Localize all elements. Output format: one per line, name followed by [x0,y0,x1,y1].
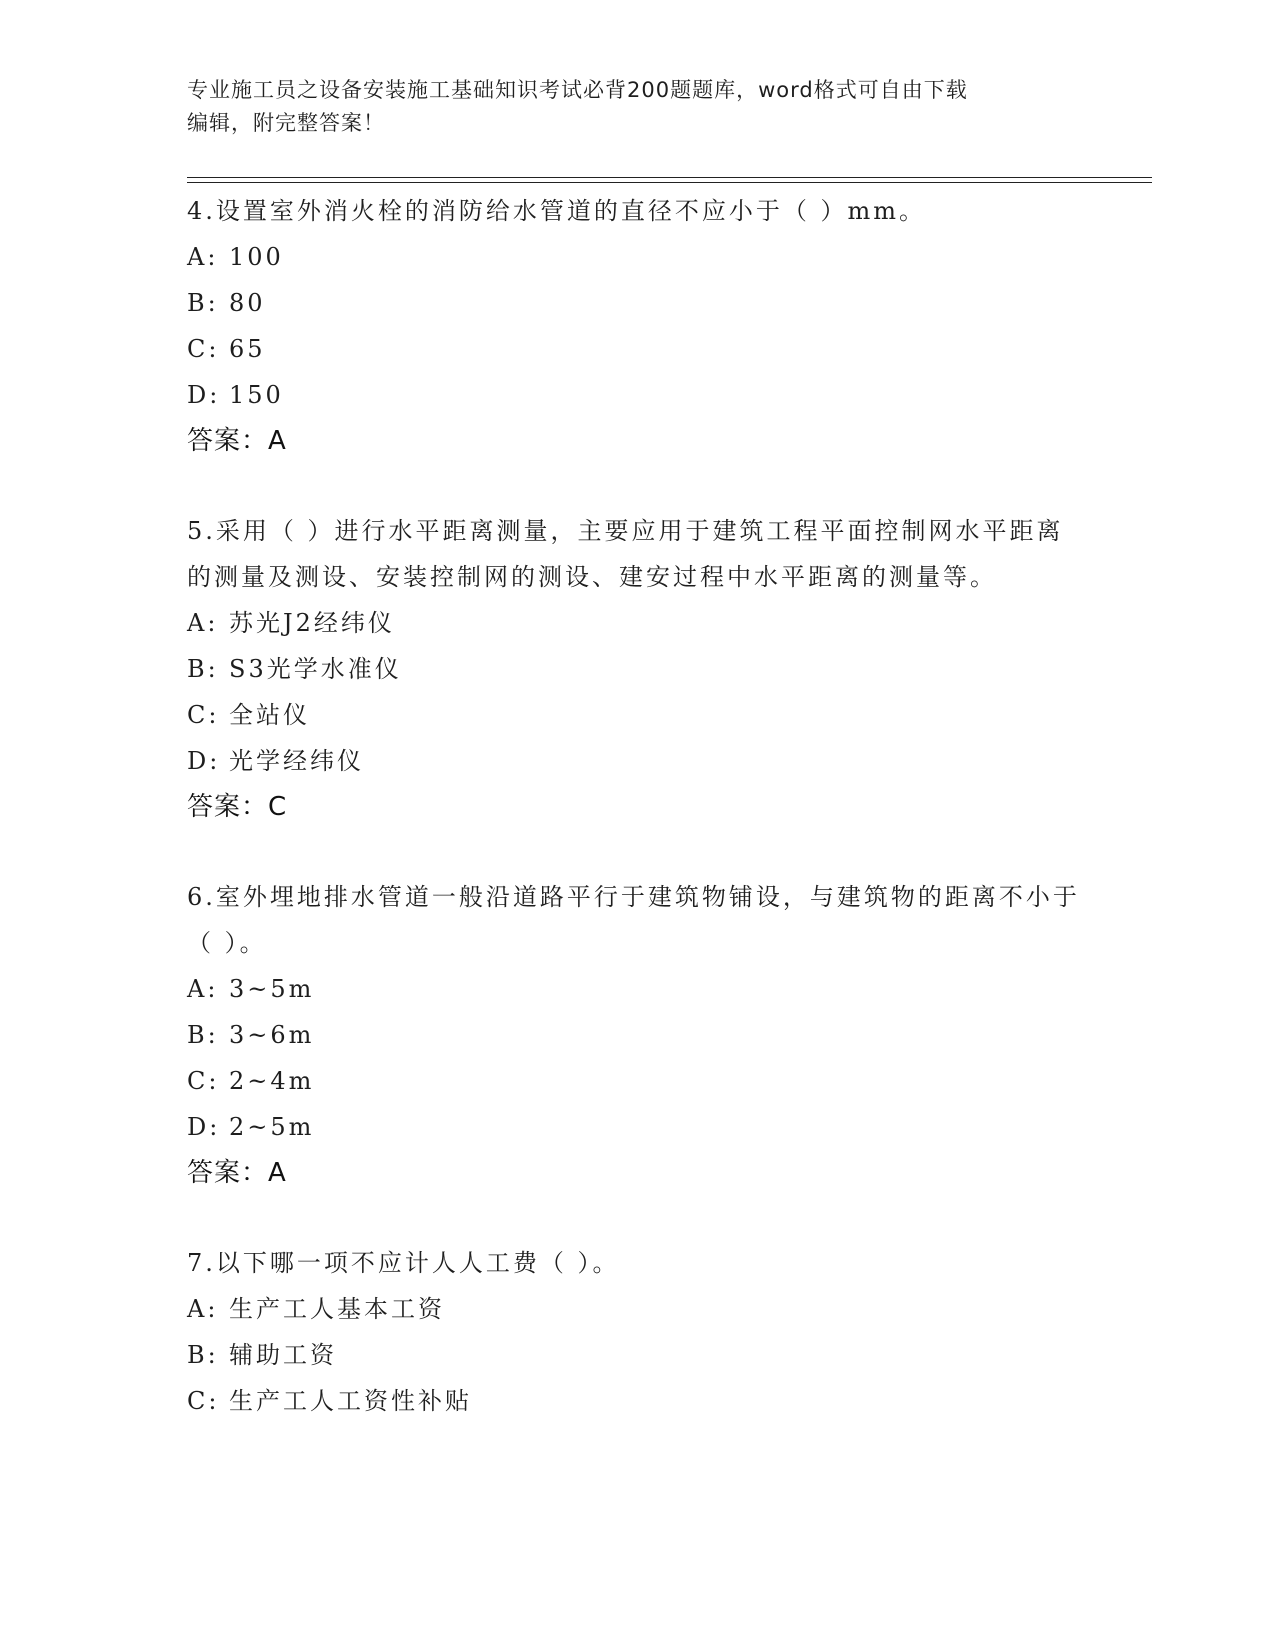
option-c [187,326,1087,372]
question-5 [187,508,1087,830]
option-letter: C: [187,1067,220,1095]
option-d [187,372,1087,418]
option-letter: A: [187,1295,219,1323]
header-line-2: 编辑，附完整答案！ [187,111,385,135]
question-7 [187,1240,1087,1424]
option-d [187,1104,1087,1150]
option-text: 生产工人工资性补贴 [229,1387,472,1415]
question-4 [187,188,1087,464]
question-text: 6.室外埋地排水管道一般沿道路平行于建筑物铺设，与建筑物的距离不小于（ ）。 [187,883,1080,957]
header-divider-bottom [187,182,1152,183]
option-letter: C: [187,1387,220,1415]
option-c [187,1378,1087,1424]
option-text: 100 [229,243,284,271]
option-text: 65 [229,335,266,363]
option-letter: A: [187,609,219,637]
option-b [187,1332,1087,1378]
option-b [187,1012,1087,1058]
option-text: 3~5m [229,975,315,1003]
option-a [187,1286,1087,1332]
option-letter: D: [187,747,221,775]
document-header [187,74,1087,140]
option-text: 2~4m [229,1067,315,1095]
option-letter: D: [187,381,221,409]
option-text: 全站仪 [229,701,310,729]
option-c [187,692,1087,738]
option-text: 3~6m [229,1021,315,1049]
option-letter: D: [187,1113,221,1141]
answer-line: 答案：A [187,1158,287,1188]
option-text: S3光学水准仪 [229,655,402,683]
option-text: 辅助工资 [229,1341,337,1369]
question-text: 4.设置室外消火栓的消防给水管道的直径不应小于（ ）mm。 [187,197,927,225]
header-divider-top [187,177,1152,178]
option-c [187,1058,1087,1104]
option-a [187,966,1087,1012]
option-text: 光学经纬仪 [229,747,364,775]
option-a [187,234,1087,280]
option-text: 2~5m [229,1113,315,1141]
question-6 [187,874,1087,1196]
option-letter: B: [187,1021,219,1049]
answer-line: 答案：C [187,792,288,822]
option-letter: B: [187,655,219,683]
option-letter: C: [187,335,220,363]
option-letter: B: [187,289,219,317]
option-letter: A: [187,975,219,1003]
option-text: 150 [229,381,284,409]
question-text: 5.采用（ ）进行水平距离测量，主要应用于建筑工程平面控制网水平距离的测量及测设、安装控制网的测设、建安过程中水平距离的测量等。 [187,517,1064,591]
question-text: 7.以下哪一项不应计人人工费（ ）。 [187,1249,620,1277]
answer-line: 答案：A [187,426,287,456]
option-letter: A: [187,243,219,271]
question-list [187,188,1087,1468]
option-letter: C: [187,701,220,729]
option-b [187,646,1087,692]
option-text: 生产工人基本工资 [229,1295,445,1323]
option-b [187,280,1087,326]
option-d [187,738,1087,784]
header-line-1: 专业施工员之设备安装施工基础知识考试必背200题题库，word格式可自由下载 [187,78,968,102]
option-letter: B: [187,1341,219,1369]
option-a [187,600,1087,646]
option-text: 苏光J2经纬仪 [229,609,395,637]
option-text: 80 [229,289,266,317]
